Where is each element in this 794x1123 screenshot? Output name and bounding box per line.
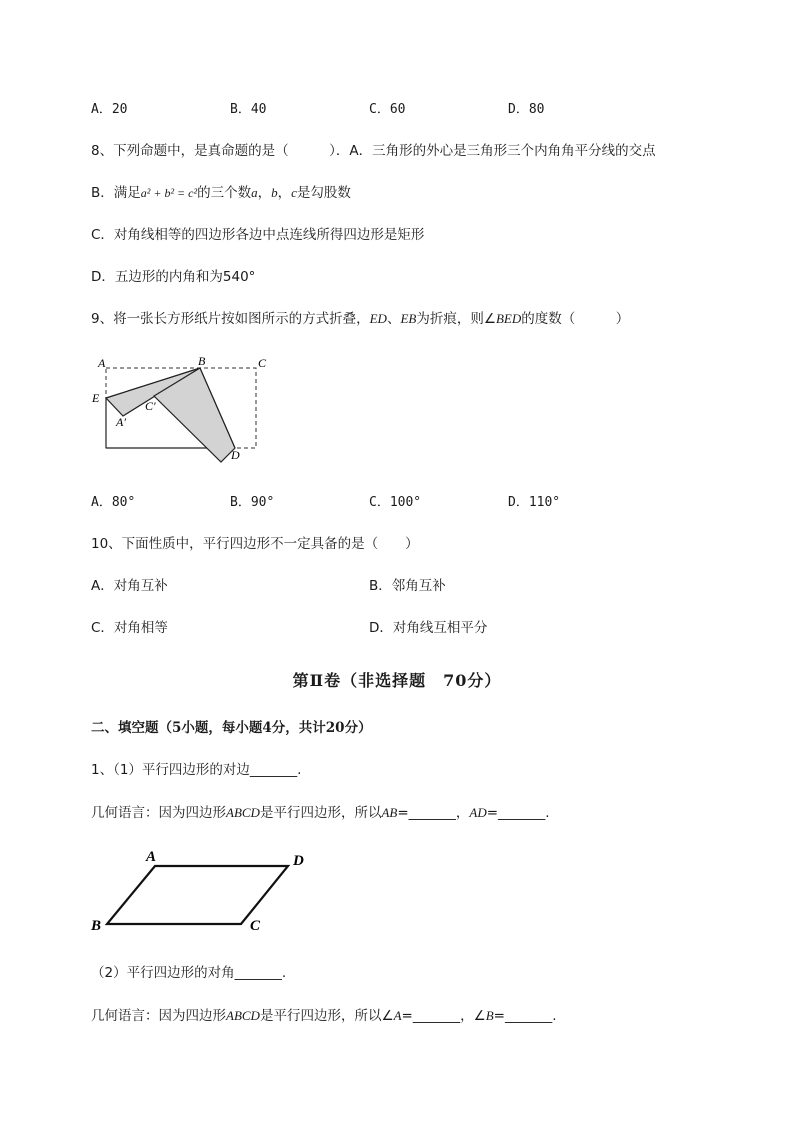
fill1-line4-eq1: =_______，∠ [401, 1008, 486, 1024]
q7-option-b: B．40 [230, 102, 267, 117]
q9-label-d: D [231, 448, 240, 462]
q8-option-d: D．五边形的内角和为540° [91, 269, 256, 285]
fill1-line4-mid: 是平行四边形，所以∠ [259, 1008, 394, 1024]
fill1-line2-mid: 是平行四边形，所以 [259, 805, 382, 821]
q10-option-b: B．邻角互补 [369, 578, 446, 594]
fill1-line2-abcd: ABCD [226, 805, 260, 820]
q9-stem-ed: ED [369, 311, 387, 326]
fill1-line2 [91, 804, 550, 822]
section-heading: 二、填空题（5小题，每小题4分，共计20分） [91, 720, 372, 736]
q8-b-suffix: 是勾股数 [296, 185, 351, 201]
fill1-line2-ab: AB [381, 805, 398, 820]
q8-b-var-b: b [271, 185, 278, 200]
fill1-line2-eq1: =_______， [397, 805, 470, 821]
parallelogram-label-b: B [91, 918, 102, 934]
q9-label-c: C [258, 356, 267, 370]
fill1-line4-b: B [485, 1008, 494, 1023]
q8-b-prefix: B．满足 [91, 185, 141, 201]
q8-stem: 8、下列命题中，是真命题的是（ ）．A．三角形的外心是三角形三个内角角平分线的交点 [91, 143, 656, 159]
q9-stem-angle: BED [495, 311, 522, 326]
q9-option-c: C．100° [369, 495, 422, 510]
q10-option-c: C．对角相等 [91, 620, 168, 636]
q9-stem-eb: EB [400, 311, 417, 326]
fill1-line3: （2）平行四边形的对角_______. [91, 965, 287, 981]
q9-stem-sep: 、 [386, 311, 401, 327]
q8-b-var-c: c [291, 185, 297, 200]
parallelogram-abcd [107, 866, 288, 924]
q8-b-mid: 的三个数 [197, 185, 252, 201]
q10-option-d: D．对角线互相平分 [369, 620, 488, 636]
q9-label-a-prime: A′ [116, 415, 126, 429]
parallelogram-label-c: C [250, 918, 261, 934]
fill1-line4-eq2: =_______. [493, 1008, 557, 1024]
fill1-line4-prefix: 几何语言：因为四边形 [91, 1008, 226, 1024]
q9-label-a: A [98, 356, 106, 370]
q7-option-c: C．60 [369, 102, 406, 117]
q10-option-a: A．对角互补 [91, 578, 168, 594]
q10-stem: 10、下面性质中，平行四边形不一定具备的是（ ） [91, 536, 419, 552]
fill1-line4 [91, 1007, 557, 1025]
fill1-line4-a: A [393, 1008, 402, 1023]
q9-option-a: A．80° [91, 495, 136, 510]
fill1-line2-ad: AD [469, 805, 487, 820]
q7-option-a: A．20 [91, 102, 128, 117]
q8-option-c: C．对角线相等的四边形各边中点连线所得四边形是矩形 [91, 227, 425, 243]
parallelogram-label-d: D [293, 853, 304, 869]
part2-title: 第Ⅱ卷（非选择题 70分） [292, 671, 502, 690]
q8-b-var-a: a [251, 185, 258, 200]
parallelogram-label-a: A [146, 849, 157, 865]
q9-stem-suffix: 的度数（ ） [521, 311, 630, 327]
fill1-line2-eq2: =_______. [486, 805, 550, 821]
q9-fold-figure [88, 352, 278, 467]
parallelogram-figure [88, 846, 318, 938]
q9-label-c-prime: C′ [145, 399, 156, 413]
q9-option-b: B．90° [230, 495, 275, 510]
q9-stem [91, 310, 629, 328]
fill1-line4-abcd: ABCD [226, 1008, 260, 1023]
fill1-line2-prefix: 几何语言：因为四边形 [91, 805, 226, 821]
q9-label-b: B [198, 354, 206, 368]
q9-label-e: E [92, 391, 100, 405]
q7-option-d: D．80 [508, 102, 545, 117]
fill1-line1: 1、（1）平行四边形的对边_______. [91, 762, 302, 778]
q9-option-d: D．110° [508, 495, 561, 510]
q9-stem-mid: 为折痕，则∠ [416, 311, 496, 327]
q9-stem-prefix: 9、将一张长方形纸片按如图所示的方式折叠， [91, 311, 370, 327]
q8-b-formula: a² + b² = c² [140, 186, 198, 200]
q8-option-b: B．满足a² + b² = c²的三个数a，b，c是勾股数 [91, 185, 351, 201]
